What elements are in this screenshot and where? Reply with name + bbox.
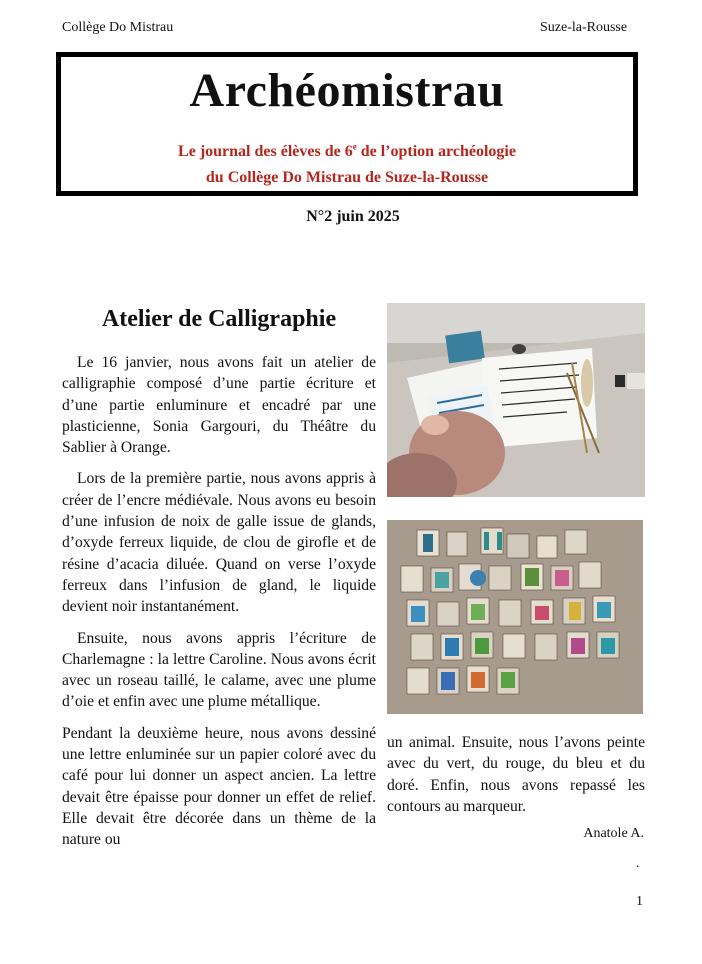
article-title: Atelier de Calligraphie: [101, 306, 337, 332]
footer-dot: .: [636, 856, 640, 871]
issue-number: N°2 juin 2025: [306, 208, 400, 225]
subtitle-line-1-end: de l’option archéologie: [356, 143, 516, 160]
article-left-column: [62, 352, 376, 861]
subtitle-line-1: [61, 139, 633, 165]
article-paragraph: Lors de la première partie, nous avons appris à créer de l’encre médiévale. Nous avons eu besoin d’une infusion de noix de galle issue de glands, d’oxyde ferreux liquide, de clou de girofle et de résine d’acacia diluée. Quand on verse l’oxyde ferreux dans l’infusion de gland, le liquide devient noir instantanément.: [62, 470, 376, 616]
journal-subtitle: [61, 139, 633, 191]
journal-title: Archéomistrau: [189, 64, 505, 117]
photo-calligraphy-writing-image: [387, 303, 645, 497]
page-number: 1: [636, 894, 643, 909]
article-continuation: un animal. Ensuite, nous l’avons peinte avec du vert, du rouge, du bleu et du doré. Enfin, nous avons repassé les contours au marqueur.: [387, 734, 645, 815]
header-school-name: Collège Do Mistrau: [62, 20, 174, 35]
photo-calligraphy-writing: [387, 303, 645, 497]
subtitle-superscript: e: [352, 141, 357, 152]
header-town: Suze-la-Rousse: [540, 20, 628, 35]
article-paragraph: Le 16 janvier, nous avons fait un atelier de calligraphie composé d’une partie écriture et d’une partie enluminure et encadré par une plasticienne, Sonia Gargouri, du Théâtre du Sablier à Orange.: [62, 354, 376, 457]
subtitle-line-1-start: Le journal des élèves de 6: [178, 143, 353, 160]
subtitle-line-2: du Collège Do Mistrau de Suze-la-Rousse: [205, 169, 489, 186]
masthead: [56, 52, 638, 196]
article-paragraph: Pendant la deuxième heure, nous avons dessiné une lettre enluminée sur un papier coloré avec du café pour lui donner un aspect ancien. La lettre devait être épaisse pour donner un effet de relief. Elle devait être décorée dans un thème de la nature ou: [62, 724, 376, 849]
article-author: Anatole A.: [583, 826, 644, 841]
photo-illuminated-letters: [387, 520, 643, 714]
article-paragraph: Ensuite, nous avons appris l’écriture de Charlemagne : la lettre Caroline. Nous avons écrit avec un roseau taillé, le calame, avec une plume d’oie et enfin avec une plume métallique.: [62, 629, 376, 711]
article-right-column: [387, 732, 645, 817]
photo-illuminated-letters-image: [387, 520, 643, 714]
